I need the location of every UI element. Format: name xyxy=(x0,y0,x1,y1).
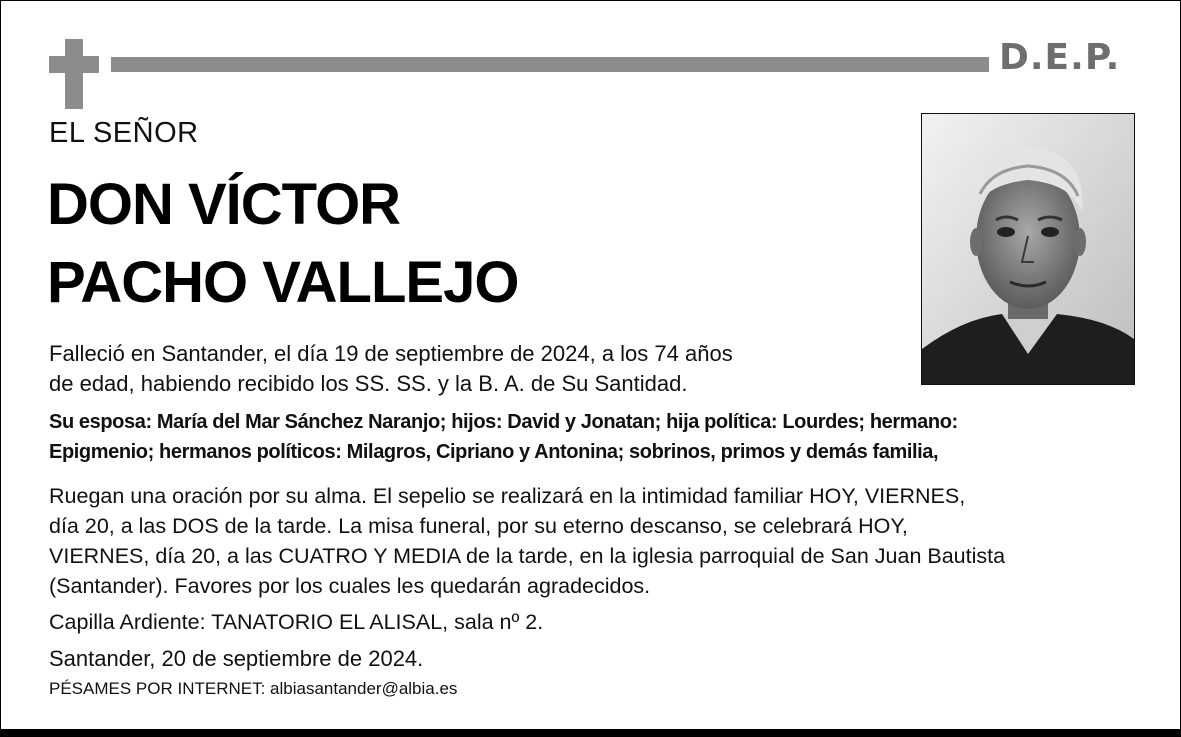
cross-icon-bar xyxy=(49,56,99,73)
bottom-border xyxy=(1,729,1180,736)
family-list xyxy=(49,407,958,467)
death-notice-line: de edad, habiendo recibido los SS. SS. y la B. A. de Su Santidad. xyxy=(49,371,688,396)
family-line: Epigmenio; hermanos políticos: Milagros, Cipriano y Antonina; sobrinos, primos y demás familia, xyxy=(49,441,939,463)
death-notice-line: Falleció en Santander, el día 19 de septiembre de 2024, a los 74 años xyxy=(49,341,733,366)
family-line: Su esposa: María del Mar Sánchez Naranjo; hijos: David y Jonatan; hija política: Lourdes; hermano: xyxy=(49,411,958,433)
header-rule xyxy=(111,57,989,72)
prayer-notice xyxy=(49,481,1005,601)
cross-icon xyxy=(65,39,83,109)
dep-label: D.E.P. xyxy=(999,37,1121,78)
prayer-line: Ruegan una oración por su alma. El sepelio se realizará en la intimidad familiar HOY, VIERNES, xyxy=(49,484,966,508)
condolences-contact: PÉSAMES POR INTERNET: albiasantander@albia.es xyxy=(49,679,458,698)
chapel-info: Capilla Ardiente: TANATORIO EL ALISAL, sala nº 2. xyxy=(49,610,544,634)
portrait-photo xyxy=(921,113,1135,385)
prayer-line: (Santander). Favores por los cuales les quedarán agradecidos. xyxy=(49,574,651,598)
prayer-line: día 20, a las DOS de la tarde. La misa funeral, por su eterno descanso, se celebrará HOY, xyxy=(49,514,908,538)
portrait-image xyxy=(922,114,1134,384)
prayer-line: VIERNES, día 20, a las CUATRO Y MEDIA de la tarde, en la iglesia parroquial de San Juan Bautista xyxy=(49,544,1006,568)
deceased-title: EL SEÑOR xyxy=(49,117,199,149)
deceased-name-line-1: DON VÍCTOR xyxy=(47,172,401,237)
deceased-name-line-2: PACHO VALLEJO xyxy=(47,250,519,315)
dateline: Santander, 20 de septiembre de 2024. xyxy=(49,646,424,671)
death-notice xyxy=(49,339,733,399)
